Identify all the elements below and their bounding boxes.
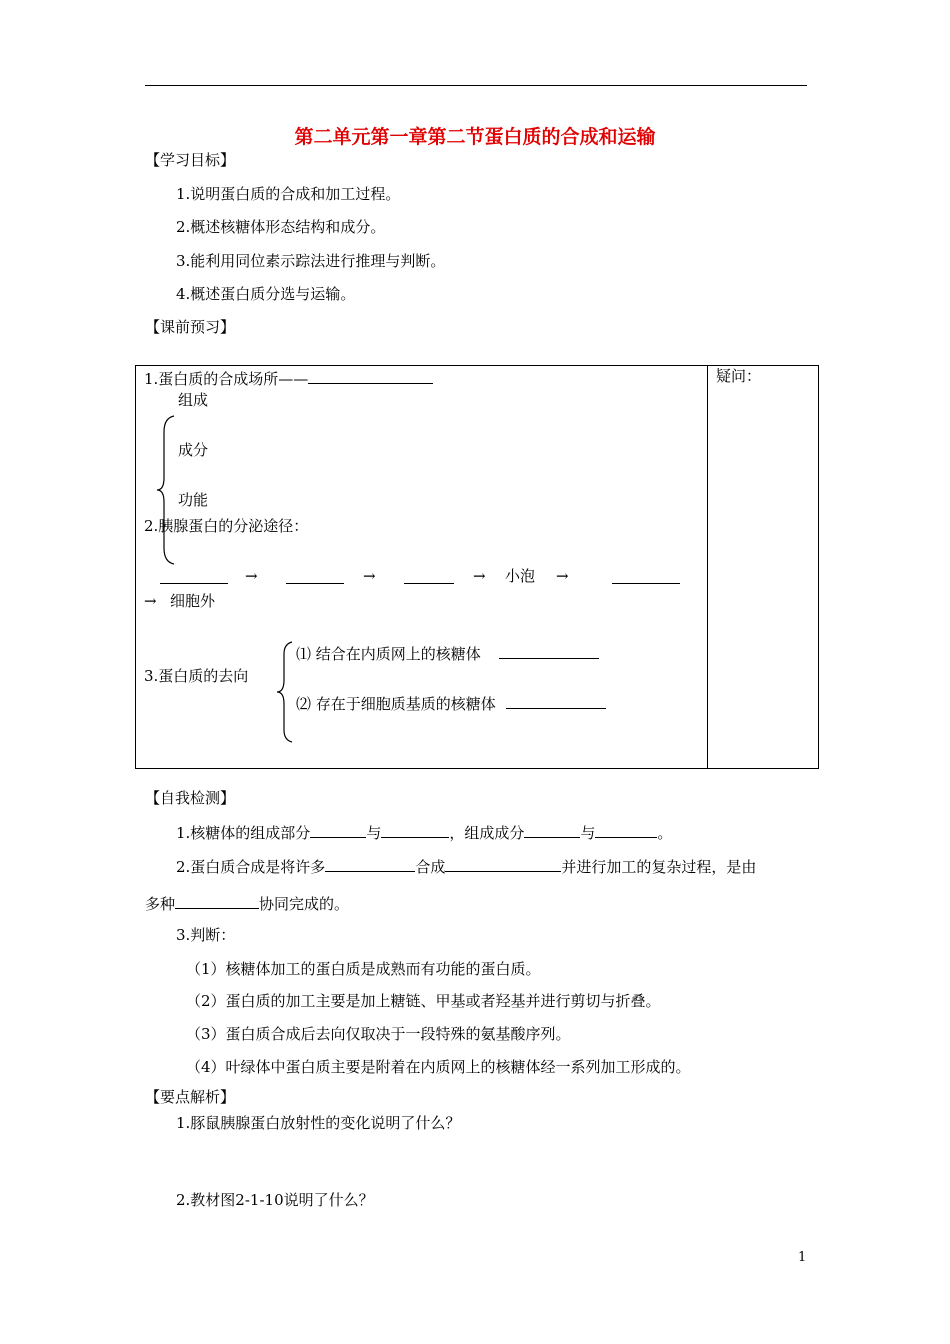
judge-item: （2）蛋白质的加工主要是加上糖链、甲基或者羟基并进行剪切与折叠。 <box>186 992 661 1010</box>
judge-item: （3）蛋白质合成后去向仅取决于一段特殊的氨基酸序列。 <box>186 1025 571 1043</box>
keypoints-q2: 2.教材图2-1-10说明了什么？ <box>176 1191 374 1209</box>
arrow-icon: → <box>144 592 157 610</box>
objective-item: 3.能利用同位素示踪法进行推理与判断。 <box>176 252 446 270</box>
keypoints-q1: 1.豚鼠胰腺蛋白放射性的变化说明了什么？ <box>176 1114 461 1132</box>
selfcheck-q1-text: ，组成成分 <box>449 824 525 842</box>
answer-blank[interactable] <box>175 894 259 909</box>
left-brace-icon <box>156 414 176 566</box>
q3-option-b <box>296 694 606 712</box>
answer-blank[interactable] <box>445 857 561 872</box>
selfcheck-q2 <box>176 857 756 875</box>
answer-blank[interactable] <box>499 644 599 659</box>
selfcheck-q3: 3.判断： <box>176 926 236 944</box>
left-brace-icon <box>276 640 294 744</box>
preview-q3: 3.蛋白质的去向 <box>144 667 249 685</box>
objectives-heading: 【学习目标】 <box>145 151 236 169</box>
arrow-icon: → <box>363 567 376 585</box>
objective-item: 4.概述蛋白质分选与运输。 <box>176 285 356 303</box>
header-rule <box>145 85 807 86</box>
q3-option-a-text: ⑴ 结合在内质网上的核糖体 <box>296 645 481 663</box>
page-number: 1 <box>798 1250 807 1265</box>
preview-q2: 2.胰腺蛋白的分泌途径： <box>144 517 309 535</box>
answer-blank[interactable] <box>381 823 449 838</box>
table-column-divider <box>707 365 708 769</box>
pathway-blank-4[interactable] <box>612 569 680 584</box>
objective-item: 1.说明蛋白质的合成和加工过程。 <box>176 185 401 203</box>
selfcheck-q2-text: 多种 <box>145 895 176 913</box>
selfcheck-q1-text: 。 <box>657 824 673 842</box>
question-column-label: 疑问： <box>716 367 762 385</box>
selfcheck-q2-text: 2.蛋白质合成是将许多 <box>176 858 326 876</box>
selfcheck-q2-cont <box>145 894 349 912</box>
keypoints-heading: 【要点解析】 <box>145 1088 236 1106</box>
pathway-blank-3[interactable] <box>404 569 454 584</box>
judge-item: （4）叶绿体中蛋白质主要是附着在内质网上的核糖体经一系列加工形成的。 <box>186 1058 691 1076</box>
selfcheck-q1 <box>176 823 672 841</box>
answer-blank[interactable] <box>595 823 657 838</box>
selfcheck-q1-text: 与 <box>580 824 596 842</box>
preview-q1 <box>144 369 433 387</box>
judge-item: （1）核糖体加工的蛋白质是成熟而有功能的蛋白质。 <box>186 960 541 978</box>
answer-blank[interactable] <box>524 823 580 838</box>
arrow-icon: → <box>473 567 486 585</box>
selfcheck-q2-text: 合成 <box>415 858 446 876</box>
selfcheck-heading: 【自我检测】 <box>145 789 236 807</box>
pathway-end: 细胞外 <box>170 592 216 610</box>
answer-blank[interactable] <box>308 369 433 384</box>
pathway-blank-1[interactable] <box>160 569 228 584</box>
page-title: 第二单元第一章第二节蛋白质的合成和运输 <box>294 126 656 148</box>
q3-option-b-text: ⑵ 存在于细胞质基质的核糖体 <box>296 695 496 713</box>
arrow-icon: → <box>245 567 258 585</box>
arrow-icon: → <box>556 567 569 585</box>
answer-blank[interactable] <box>325 857 415 872</box>
q1-sub-component: 成分 <box>178 441 209 459</box>
pathway-blank-2[interactable] <box>286 569 344 584</box>
preview-q1-text: 1.蛋白质的合成场所—— <box>144 370 309 388</box>
q1-sub-function: 功能 <box>178 491 209 509</box>
q1-sub-composition: 组成 <box>178 391 209 409</box>
selfcheck-q1-text: 1.核糖体的组成部分 <box>176 824 311 842</box>
answer-blank[interactable] <box>310 823 366 838</box>
q3-option-a <box>296 644 599 662</box>
answer-blank[interactable] <box>506 694 606 709</box>
preview-heading: 【课前预习】 <box>145 318 236 336</box>
pathway-vesicle: 小泡 <box>505 567 536 585</box>
selfcheck-q2-text: 并进行加工的复杂过程，是由 <box>561 858 757 876</box>
selfcheck-q2-text: 协同完成的。 <box>259 895 350 913</box>
selfcheck-q1-text: 与 <box>366 824 382 842</box>
objective-item: 2.概述核糖体形态结构和成分。 <box>176 218 386 236</box>
